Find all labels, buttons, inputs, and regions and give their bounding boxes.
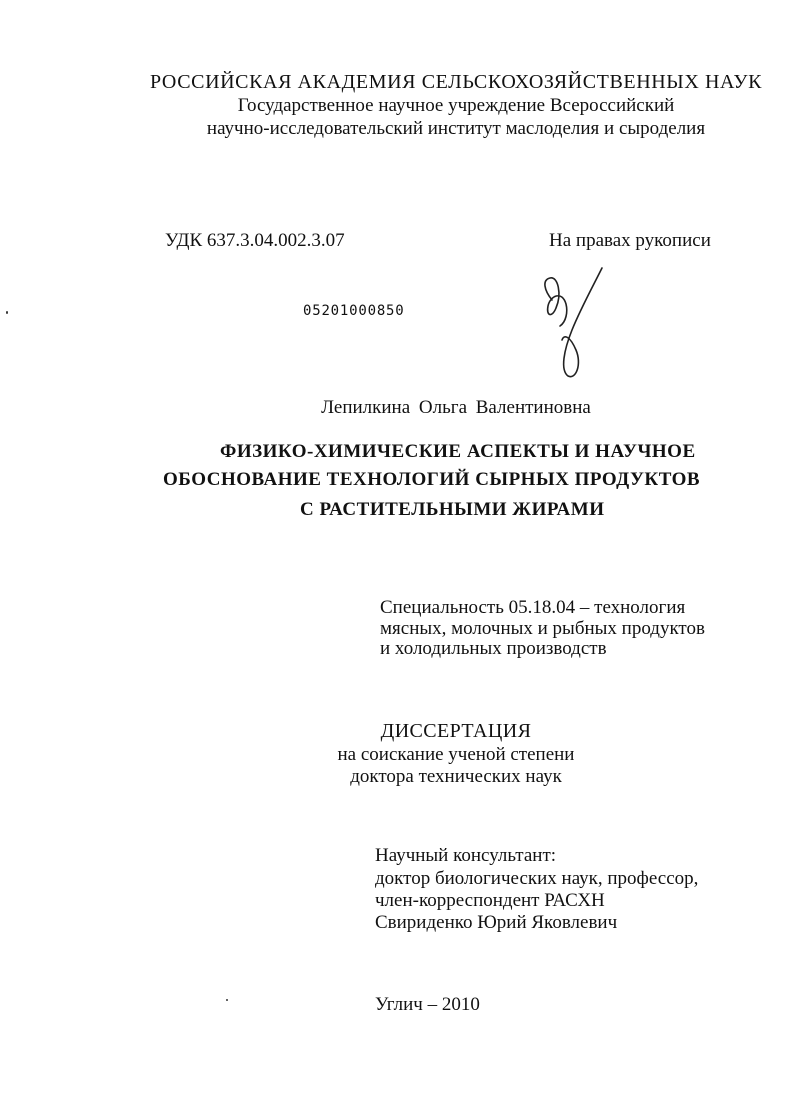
institution-line-1: Государственное научное учреждение Всероссийский (237, 95, 675, 116)
thesis-title-line-1: ФИЗИКО-ХИМИЧЕСКИЕ АСПЕКТЫ И НАУЧНОЕ (220, 441, 696, 462)
city-year: Углич – 2010 (375, 994, 480, 1015)
author-name: Лепилкина Ольга Валентиновна (321, 397, 591, 418)
thesis-title-line-2: ОБОСНОВАНИЕ ТЕХНОЛОГИЙ СЫРНЫХ ПРОДУКТОВ (163, 469, 701, 490)
specialty-line-2: мясных, молочных и рыбных продуктов (380, 618, 705, 639)
advisor-name: Свириденко Юрий Яковлевич (375, 912, 618, 933)
signature-icon (536, 264, 616, 384)
institution-line-2: научно-исследовательский институт маслоделия и сыроделия (206, 118, 706, 139)
advisor-position: член-корреспондент РАСХН (375, 890, 605, 911)
dissertation-heading: ДИССЕРТАЦИЯ (380, 720, 532, 742)
advisor-degree: доктор биологических наук, профессор, (375, 868, 699, 889)
academy-name: РОССИЙСКАЯ АКАДЕМИЯ СЕЛЬСКОХОЗЯЙСТВЕННЫХ НАУК (149, 71, 763, 93)
dissertation-degree-line-1: на соискание ученой степени (337, 744, 575, 765)
scan-speck (226, 999, 228, 1001)
scan-speck (6, 311, 8, 314)
specialty-line-1: Специальность 05.18.04 – технология (380, 597, 686, 618)
dissertation-degree-line-2: доктора технических наук (350, 766, 562, 787)
specialty-line-3: и холодильных производств (380, 638, 607, 659)
rights-note: На правах рукописи (549, 230, 711, 251)
thesis-title-line-3: С РАСТИТЕЛЬНЫМИ ЖИРАМИ (300, 499, 605, 520)
catalog-number: 05201000850 (303, 303, 405, 319)
udk-code: УДК 637.3.04.002.3.07 (165, 230, 345, 251)
advisor-label: Научный консультант: (375, 845, 557, 866)
